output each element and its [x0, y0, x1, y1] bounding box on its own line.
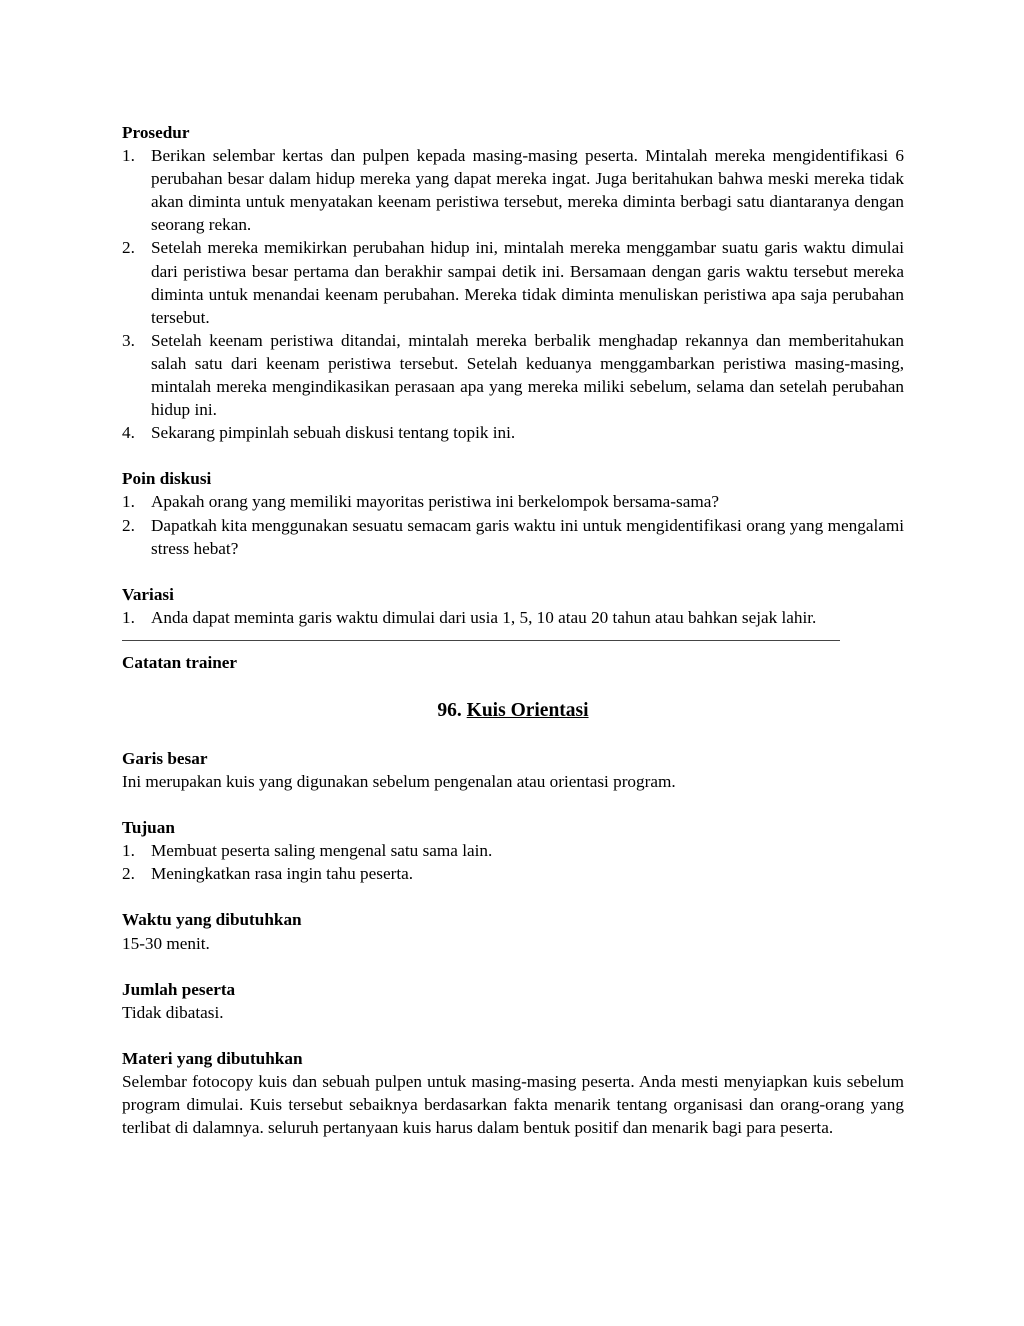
- chapter-name: Kuis Orientasi: [466, 699, 589, 721]
- section-heading-jumlah-peserta: Jumlah peserta: [122, 979, 236, 999]
- tujuan-list: [122, 839, 904, 885]
- list-item: 1. Anda dapat meminta garis waktu dimulai dari usia 1, 5, 10 atau 20 tahun atau bahkan sejak lahir.: [122, 607, 817, 627]
- section-heading-prosedur: Prosedur: [122, 123, 190, 142]
- list-item: 1. Membuat peserta saling mengenal satu sama lain.: [122, 841, 493, 861]
- list-item: 2. Meningkatkan rasa ingin tahu peserta.: [122, 864, 414, 884]
- variasi-list: [122, 606, 904, 629]
- page-content: [122, 121, 904, 1139]
- section-heading-tujuan: Tujuan: [122, 818, 175, 838]
- section-heading-waktu: Waktu yang dibutuhkan: [122, 910, 302, 930]
- list-item: 1. Berikan selembar kertas dan pulpen kepada masing-masing peserta. Mintalah mereka mengidentifikasi 6 perubahan besar dalam hidup mereka yang dapat mereka ingat. Juga beritahukan bahwa meski mereka tidak akan diminta untuk menyatakan keenam peristiwa tersebut, mereka diminta berbagi satu diantaranya dengan seorang rekan.: [122, 146, 904, 235]
- chapter-number: 96.: [437, 699, 462, 721]
- chapter-title: [122, 699, 904, 723]
- list-item: 3. Setelah keenam peristiwa ditandai, mintalah mereka berbalik menghadap rekannya dan memberitahukan salah satu dari keenam peristiwa tersebut. Setelah keduanya menggambarkan peristiwa masing-masing, mintalah mereka mengindikasikan perasaan apa yang mereka miliki sebelum, selama dan setelah perubahan hidup ini.: [122, 330, 904, 420]
- divider-line: [122, 640, 840, 641]
- section-heading-catatan-trainer: Catatan trainer: [122, 652, 238, 672]
- garis-besar-text: Ini merupakan kuis yang digunakan sebelum pengenalan atau orientasi program.: [122, 772, 676, 792]
- poin-diskusi-list: [122, 490, 904, 559]
- section-heading-poin-diskusi: Poin diskusi: [122, 469, 212, 489]
- jumlah-peserta-text: Tidak dibatasi.: [122, 1002, 224, 1022]
- list-item: 4. Sekarang pimpinlah sebuah diskusi tentang topik ini.: [122, 423, 516, 443]
- prosedur-list: [122, 144, 904, 444]
- list-item: 2. Setelah mereka memikirkan perubahan hidup ini, mintalah mereka menggambar suatu garis waktu dimulai dari peristiwa besar pertama dan berakhir sampai detik ini. Bersamaan dengan garis waktu tersebut mereka diminta untuk menandai keenam perubahan. Mereka tidak diminta menuliskan peristiwa apa saja perubahan tersebut.: [122, 238, 904, 327]
- list-item: 2. Dapatkah kita menggunakan sesuatu semacam garis waktu ini untuk mengidentifikasi orang yang mengalami stress hebat?: [122, 515, 904, 558]
- section-heading-variasi: Variasi: [122, 584, 174, 604]
- waktu-text: 15-30 menit.: [122, 933, 210, 953]
- materi-text: Selembar fotocopy kuis dan sebuah pulpen untuk masing-masing peserta. Anda mesti menyiapkan kuis sebelum program dimulai. Kuis tersebut sebaiknya berdasarkan fakta menarik tentang organisasi dan orang-orang yang terlibat di dalamnya. seluruh pertanyaan kuis harus dalam bentuk positif dan menarik bagi para peserta.: [122, 1071, 904, 1138]
- section-heading-garis-besar: Garis besar: [122, 748, 208, 768]
- section-heading-materi: Materi yang dibutuhkan: [122, 1048, 303, 1068]
- list-item: 1. Apakah orang yang memiliki mayoritas peristiwa ini berkelompok bersama-sama?: [122, 492, 719, 512]
